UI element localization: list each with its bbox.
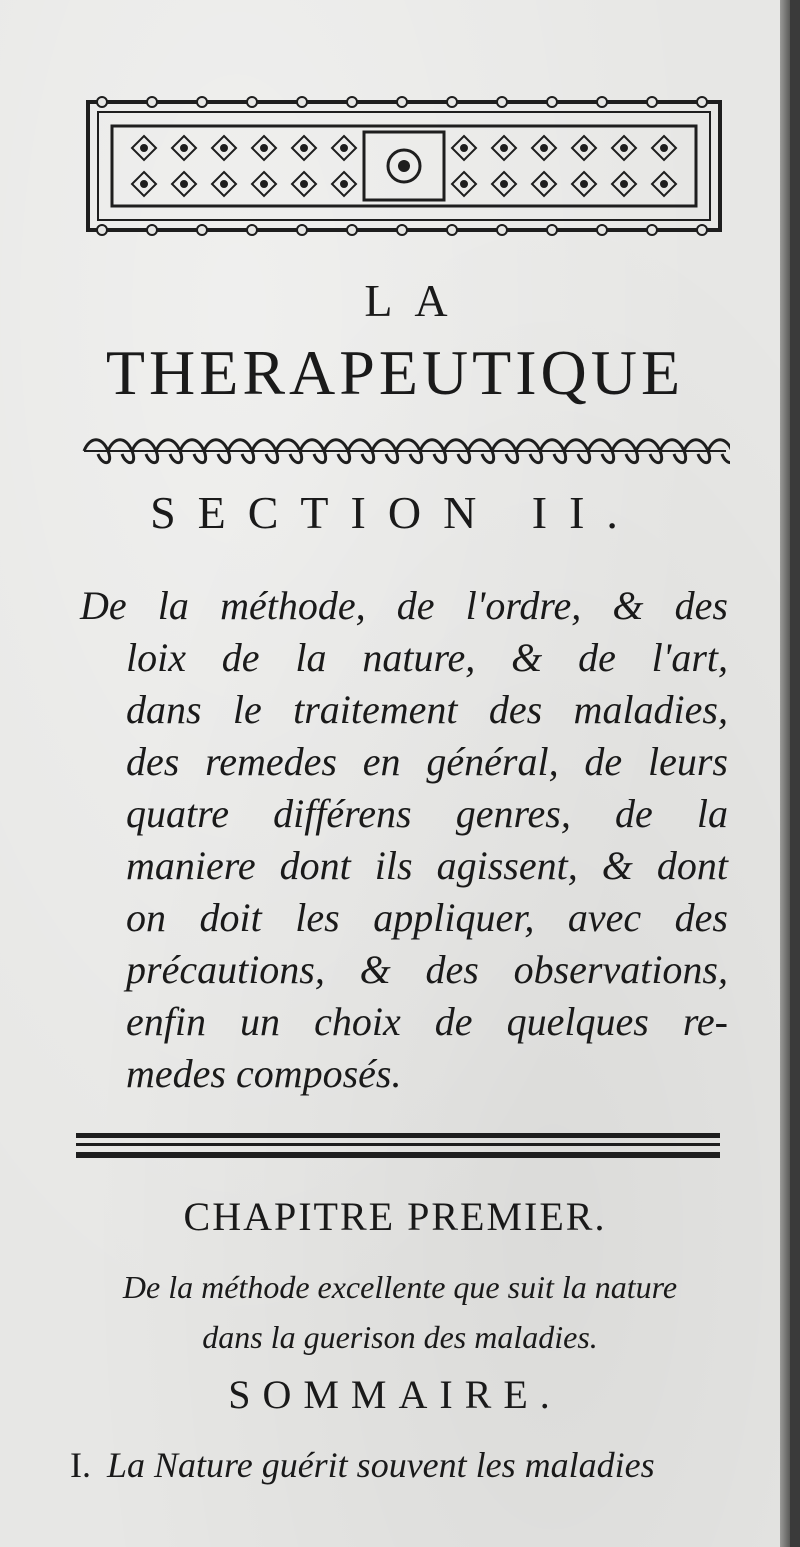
section-summary [80,580,728,1100]
running-head-la: LA [364,275,470,326]
chapter-subtitle-line: dans la guerison des maladies. [202,1319,598,1355]
summary-line: loix de la nature, & de l'art, [126,635,728,680]
summary-line: précautions, & des observations, [126,947,728,992]
summary-line: maniere dont ils agissent, & dont [126,843,728,888]
item-number: I. [70,1445,91,1485]
chapter-heading: CHAPITRE PREMIER. [183,1194,607,1239]
divider-rule [76,1152,720,1158]
chapter-subtitle-line: De la méthode excellente que suit la nature [122,1269,678,1305]
item-text: La Nature guérit souvent les maladies [107,1445,655,1485]
summary-line: enfin un choix de quelques re- [126,999,728,1044]
chapter-subtitle [60,1262,740,1362]
sommaire-heading: SOMMAIRE. [228,1372,562,1417]
section-heading: SECTION II. [150,487,640,538]
ornament-headpiece [82,96,726,236]
summary-line: des remedes en général, de leurs [126,739,728,784]
page-title: THERAPEUTIQUE [105,337,685,408]
page-edge-shadow [780,0,790,1547]
summary-line: De la méthode, de l'ordre, & des [80,583,728,628]
divider-rule [76,1143,720,1146]
summary-line: dans le traitement des maladies, [126,687,728,732]
summary-line: quatre différens genres, de la [126,791,728,836]
sommaire-item [70,1444,730,1486]
divider-rule [76,1133,720,1138]
vine-ornament [80,434,730,468]
summary-line: on doit les appliquer, avec des [126,895,728,940]
summary-line: medes composés. [126,1051,402,1096]
